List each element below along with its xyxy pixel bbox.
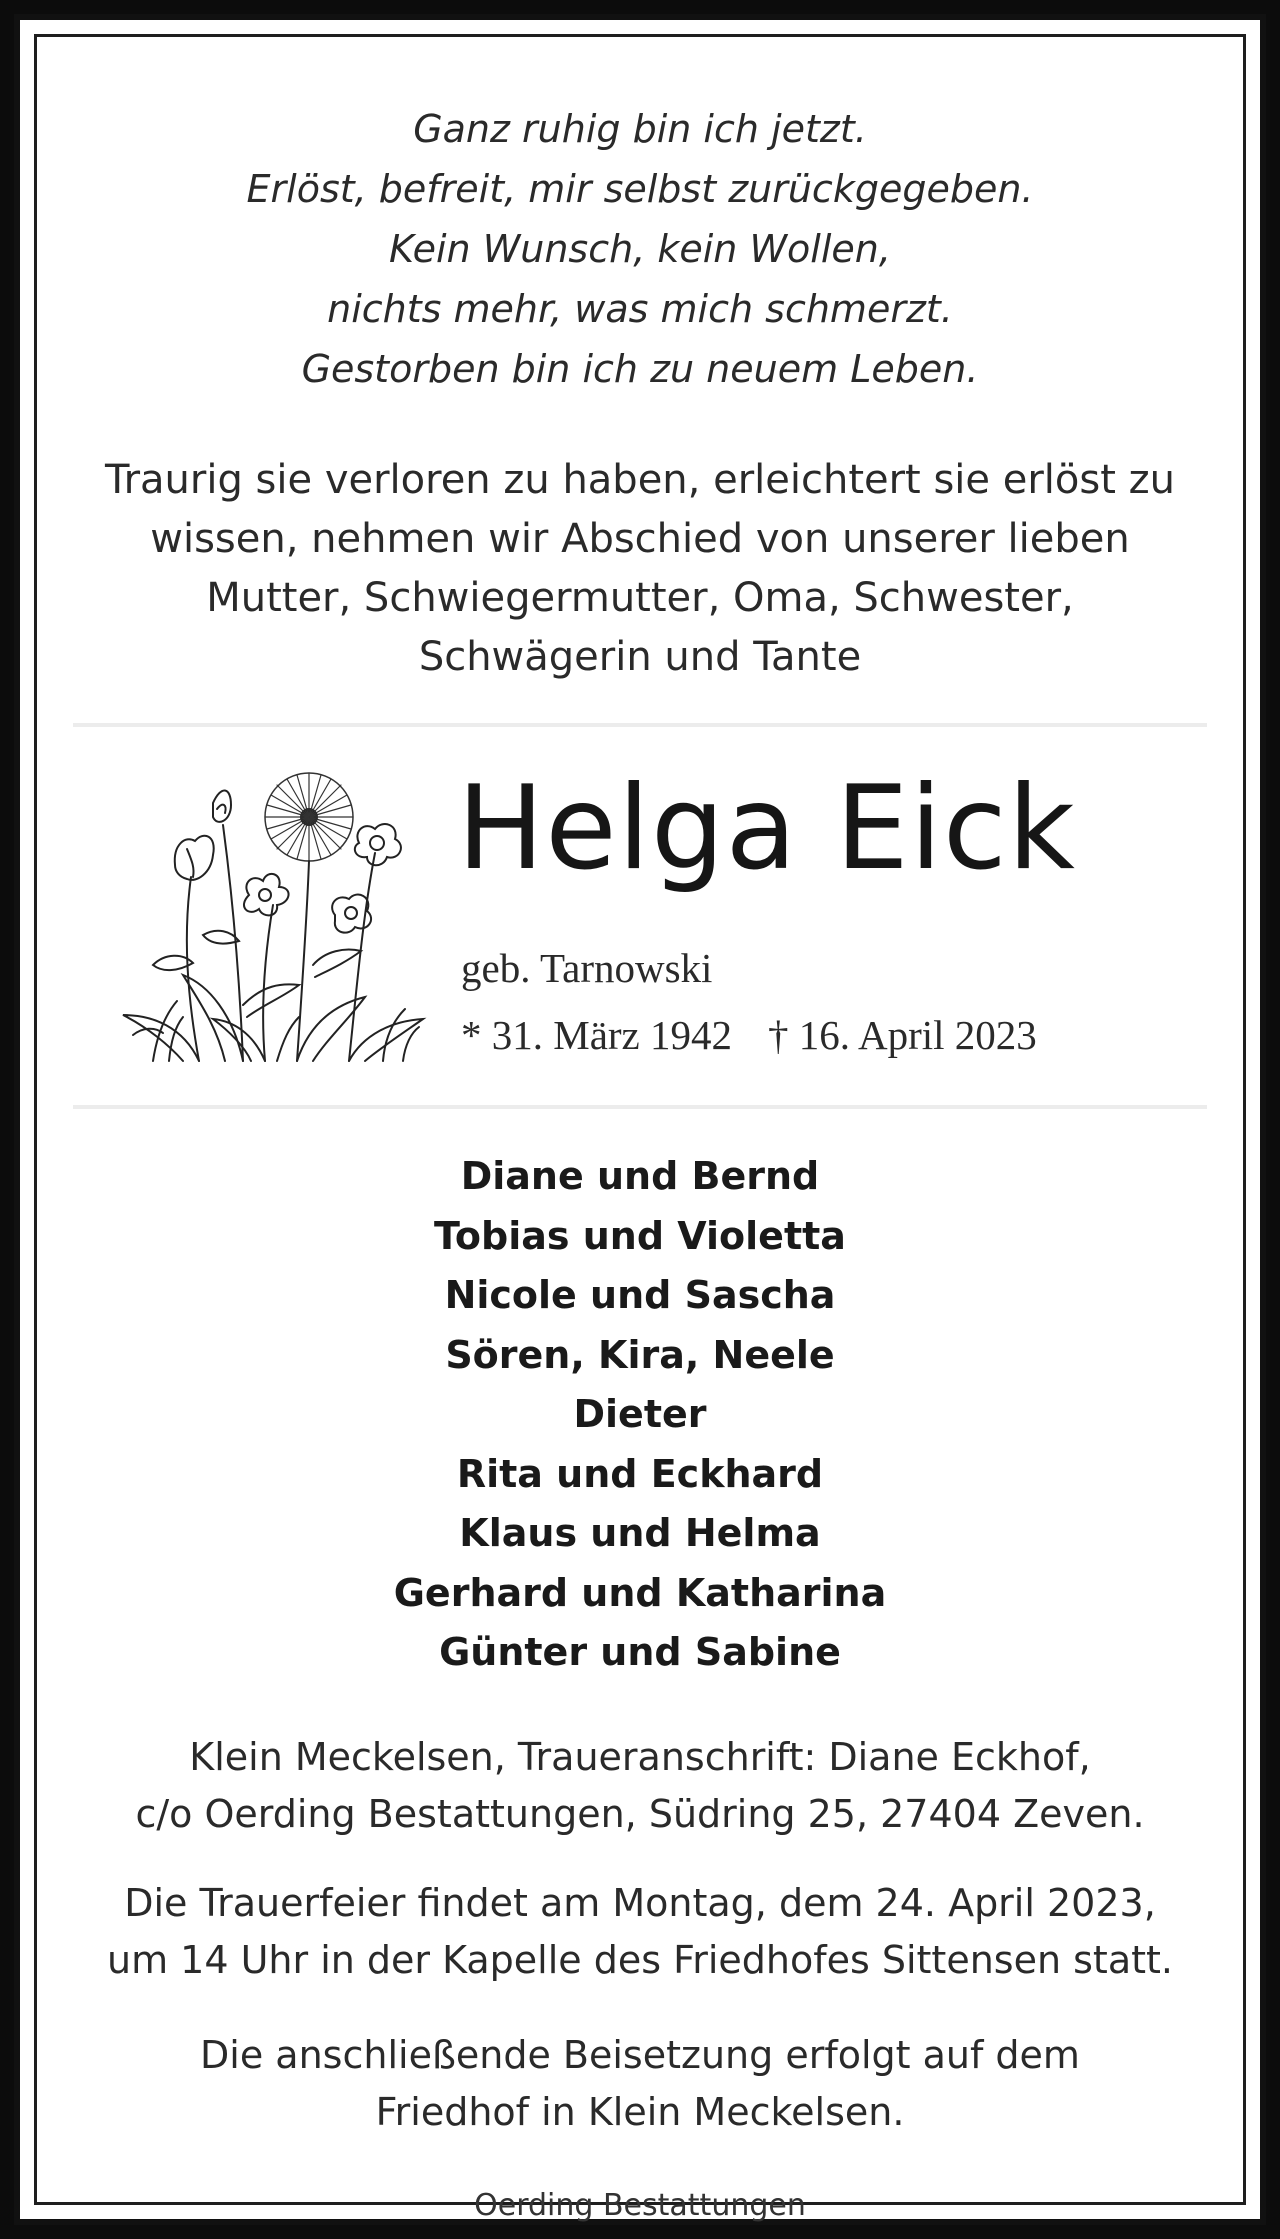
obituary-card xyxy=(14,14,1266,2225)
life-dates xyxy=(461,1010,1037,1060)
mourners-list xyxy=(37,1147,1243,1683)
mourner-entry: Dieter xyxy=(573,1392,707,1436)
mourner-entry: Rita und Eckhard xyxy=(456,1451,824,1496)
mourner-entry: Gerhard und Katharina xyxy=(393,1570,887,1615)
ceremony-info xyxy=(57,1875,1223,1989)
mourner-entry: Klaus und Helma xyxy=(459,1511,821,1555)
poem-line: Kein Wunsch, kein Wollen, xyxy=(389,227,891,271)
mourner-entry: Günter und Sabine xyxy=(439,1630,841,1674)
intro-line: wissen, nehmen wir Abschied von unserer lieben xyxy=(150,516,1130,562)
poem xyxy=(37,99,1243,399)
funeral-home-footer: Oerding Bestattungen xyxy=(474,2188,806,2223)
birth-name: geb. Tarnowski xyxy=(461,945,713,991)
divider-top xyxy=(73,723,1207,727)
mourner-entry: Nicole und Sascha xyxy=(444,1273,836,1317)
mourner-entry: Diane und Bernd xyxy=(460,1154,820,1198)
ceremony-line: um 14 Uhr in der Kapelle des Friedhofes Sittensen statt. xyxy=(106,1938,1173,1982)
divider-bottom xyxy=(73,1105,1207,1109)
intro-line: Mutter, Schwiegermutter, Oma, Schwester, xyxy=(206,575,1074,621)
address-line: Klein Meckelsen, Traueranschrift: Diane Eckhof, xyxy=(189,1735,1091,1779)
burial-line: Friedhof in Klein Meckelsen. xyxy=(375,2090,905,2134)
intro-line: Schwägerin und Tante xyxy=(418,634,862,680)
mourning-address xyxy=(57,1729,1223,1843)
mourner-entry: Tobias und Violetta xyxy=(434,1213,846,1258)
ceremony-line: Die Trauerfeier findet am Montag, dem 24. April 2023, xyxy=(124,1881,1156,1925)
mourner-entry: Sören, Kira, Neele xyxy=(445,1332,835,1377)
address-line: c/o Oerding Bestattungen, Südring 25, 27404 Zeven. xyxy=(135,1792,1145,1836)
dandelion-head-icon xyxy=(265,773,353,861)
death-date: † 16. April 2023 xyxy=(768,1012,1037,1058)
poem-line: nichts mehr, was mich schmerzt. xyxy=(327,287,953,331)
poem-line: Ganz ruhig bin ich jetzt. xyxy=(413,107,867,151)
deceased-name: Helga Eick xyxy=(457,761,1076,896)
burial-info xyxy=(57,2027,1223,2141)
inner-frame xyxy=(34,34,1246,2223)
burial-line: Die anschließende Beisetzung erfolgt auf dem xyxy=(200,2033,1080,2077)
dandelion-flowers-illustration-icon xyxy=(113,765,433,1065)
birth-date: * 31. März 1942 xyxy=(461,1012,733,1058)
poem-line: Erlöst, befreit, mir selbst zurückgegeben. xyxy=(246,167,1034,211)
intro-line: Traurig sie verloren zu haben, erleichtert sie erlöst zu xyxy=(105,457,1175,503)
intro-text xyxy=(77,451,1203,687)
poem-line: Gestorben bin ich zu neuem Leben. xyxy=(301,347,979,391)
